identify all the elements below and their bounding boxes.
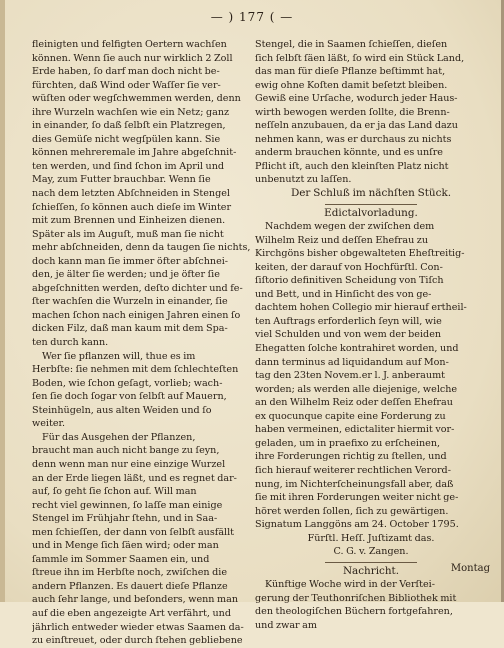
text-line: abgeſchnitten werden, deſto dichter und fe- [32,282,243,294]
text-line: keiten, der darauf von Hochfürſtl. Con- [255,261,443,273]
text-line: ſie mit ihren Forderungen weiter nicht ge- [255,492,459,504]
text-line: neſſeln anzubauen, da er ja das Land dazu [255,120,458,132]
text-line: den, je älter ſie werden; und je öfter ſie [32,269,220,281]
text-line: können mehreremale im Jahre abgeſchnit- [32,147,237,159]
text-line: nehmen kann, was er durchaus zu nichts [255,133,452,145]
text-line: mehr abſchneiden, denn da taugen ſie nichts, [32,242,250,254]
text-line: ihre Forderungen richtig zu ſtellen, und [255,451,447,463]
text-line: wirth bewogen werden ſollte, die Brenn- [255,106,450,118]
text-line: Wilhelm Reiz und deſſen Ehefrau zu [255,234,429,246]
text-line: tag den 23ten Novem.er l. J. anberaumt [255,370,446,382]
section-divider [325,204,418,205]
text-line: wüſten oder wegſchwemmen werden, denn [32,93,241,105]
text-line: das man für dieſe Pflanze beſtimmt hat, [255,66,446,78]
text-line: an den Wilhelm Reiz oder deſſen Ehefrau [255,397,453,409]
text-line: haben vermeinen, edictaliter hiermit vor- [255,424,455,436]
text-line: dachtem hohen Collegio mir hierauf ertheil- [255,302,467,314]
text-line: ſter wachſen die Wurzeln in einander, ſie [32,296,228,308]
text-line: Kirchgöns bisher obgewalteten Eheſtreitig- [255,248,465,260]
text-line: und in Menge ſich ſäen wird; oder man [32,540,219,552]
text-line: dies Gemüſe nicht wegſpülen kann. Sie [32,133,221,145]
text-line: ewig ohne Koſten damit beſetzt bleiben. [255,79,448,91]
section-divider [325,562,418,563]
text-line: viel Schulden und von wem der beiden [255,329,442,341]
text-line: ſchieſſen, ſo können auch dieſe im Winter [32,201,232,213]
page-edge-left [0,0,5,602]
text-line: auch ſehr lange, und beſonders, wenn man [32,594,239,606]
text-line: Pflicht iſt, auch den kleinſten Platz nicht [255,160,449,172]
text-line: nach dem letzten Abſchneiden in Stengel [32,188,230,200]
text-line: fleinigten und felfigten Oertern wachſen [32,39,227,50]
text-line: anderm brauchen könnte, und es unſre [255,147,443,159]
text-line: Künftige Woche wird in der Verſtei- [265,579,435,591]
text-line: auf, ſo geht ſie ſchon auf. Will man [32,486,197,498]
text-line: in einander, ſo daß ſelbſt ein Platzregen, [32,120,226,132]
text-line: ex quocunque capite eine Forderung zu [255,410,446,422]
text-line: recht viel gewinnen, ſo laſſe man einige [32,499,223,511]
text-line: unbenutzt zu laſſen. [255,174,352,186]
text-line: doch kann man ſie immer öfter abſchnei- [32,255,229,267]
text-line: ſiſtorio definitiven Scheidung von Tiſch [255,275,444,287]
text-line: ten durch kann. [32,337,109,349]
signature-name: C. G. v. Zangen. [333,546,409,558]
text-line: Steinhügeln, aus alten Weiden und ſo [32,404,212,416]
text-line: ſammle im Sommer Saamen ein, und [32,553,210,565]
text-line: ſich ſelbſt ſäen läßt, ſo wird ein Stück Land, [255,52,465,64]
text-line: ſich hierauf weiterer rechtlichen Verord- [255,464,451,476]
text-line: Wer ſie pflanzen will, thue es im [42,350,196,362]
text-line: auf die eben angezeigte Art verfährt, und [32,607,231,619]
text-line: denn wenn man nur eine einzige Wurzel [32,458,226,470]
text-line: weiter. [32,418,66,430]
text-line: dann terminus ad liquidandum auf Mon- [255,356,449,368]
catchword: Montag [450,563,490,574]
text-line: an der Erde liegen läßt, und es regnet dar- [32,472,237,484]
text-line: May, zum Futter brauchbar. Wenn ſie [32,174,211,186]
text-line: nung, im Nichterſcheinungsfall aber, daß [255,478,454,490]
text-line: fürchten, daß Wind oder Waſſer ſie ver- [32,79,221,91]
right-column [255,38,487,633]
text-line: Später als im Auguſt, muß man ſie nicht [32,228,224,240]
text-line: können. Wenn ſie auch nur wirklich 2 Zoll [32,52,233,64]
text-line: Boden, wie ſchon geſagt, vorlieb; wach- [32,377,223,389]
closing-note: Der Schluß im nächſten Stück. [290,187,452,200]
text-line: höret werden ſollen, ſich zu gewärtigen. [255,505,449,517]
edict-body [255,220,487,532]
text-line: und Bett, und in Hinſicht des von ge- [255,288,432,300]
text-line: Erde haben, ſo darf man doch nicht be- [32,66,220,78]
text-line: Gewiß eine Urſache, wodurch jeder Haus- [255,93,458,105]
text-line: den theologiſchen Büchern fortgefahren, [255,606,453,618]
text-line: gerung der Teuthonriſchen Bibliothek mit [255,592,457,604]
text-line: mit zum Brennen und Einheizen dienen. [32,215,226,227]
text-line: geladen, um in praefixo zu erſcheinen, [255,437,441,449]
text-line: Ehegatten ſolche kontrahiret worden, und [255,343,459,355]
text-line: worden; als werden alle diejenige, welche [255,383,458,395]
text-line: Nachdem wegen der zwiſchen dem [265,221,435,233]
text-line: Stengel, die in Saamen ſchieſſen, dieſen [255,39,448,50]
text-line: dicken Filz, daß man kaum mit dem Spa- [32,323,228,335]
text-line: men ſchieſſen, der dann von ſelbſt ausfällt [32,526,235,538]
text-line: andern Pflanzen. Es dauert dieſe Pflanze [32,580,228,592]
left-column [32,38,250,648]
text-line: und zwar am [255,619,317,631]
signature-office: Fürſtl. Heſſ. Juſtizamt das. [307,532,435,544]
text-line: ten werden, und ſind ſchon im April und [32,160,225,172]
page-number: — ) 177 ( — [210,10,294,24]
text-line: ten Auftrags erforderlich ſeyn will, wie [255,315,442,327]
text-line: Für das Ausgehen der Pflanzen, [42,431,196,443]
news-body [255,578,487,632]
text-line: ihre Wurzeln wachſen wie ein Netz; ganz [32,106,230,118]
text-line: ſen ſie doch ſogar von ſelbſt auf Mauern, [32,391,227,403]
text-line: jährlich entweder wieder etwas Saamen da- [32,621,244,633]
news-heading: Nachricht. [342,564,400,577]
text-line: Stengel im Frühjahr ſtehn, und in Saa- [32,513,218,525]
text-line: machen ſchon nach einigen Jahren einen ſo [32,309,241,321]
text-line: ſtreue ihn im Herbſte noch, zwiſchen die [32,567,228,579]
article-continuation [255,38,487,187]
text-line: zu einſtreuet, oder durch ſtehen gebliebene [32,635,243,647]
text-line: Signatum Langgöns am 24. October 1795. [255,519,459,531]
text-line: Herbſte: ſie nehmen mit dem ſchlechteſten [32,364,239,376]
edict-heading: Edictalvorladung. [324,206,418,219]
text-line: braucht man auch nicht bange zu ſeyn, [32,445,220,457]
